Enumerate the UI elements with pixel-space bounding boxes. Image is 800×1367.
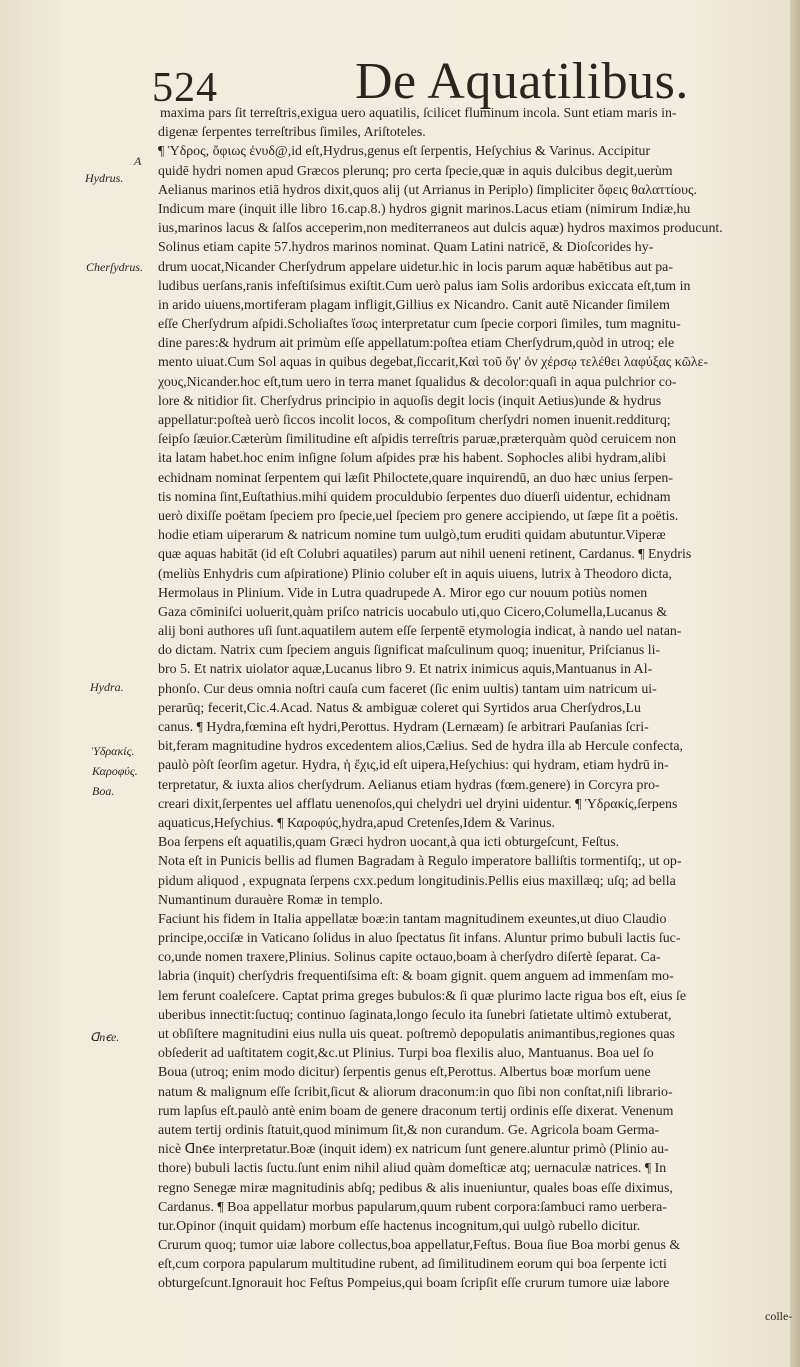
text-line: bro 5. Et natrix uiolator aquæ,Lucanus libro 9. Et natrix inimicus aquis,Mantuanus in Al- <box>158 662 653 678</box>
text-line: pidum aliquod , expugnata ſerpens cxx.pedum longitudinis.Pellis eius maxillæq; uſq; ad bella <box>158 873 676 889</box>
text-line: eſſe Cherſydrum aſpidi.Scholiaſtes ἴσως interpretatur cum ſpecie corpori ſimiles, tum magnitu- <box>158 317 681 333</box>
text-line: Aelianus marinos etiā hydros dixit,quos alij (ut Arrianus in Periplo) ſimpliciter ὄφεις θαλαττίους. <box>158 182 697 198</box>
marginal-note: ᗡnꞓe. <box>90 1030 120 1044</box>
text-line: quidē hydri nomen apud Græcos plerunq; pro certa ſpecie,quæ in aquis dulcibus degit,uerùm <box>158 163 673 179</box>
text-line: natum & malignum eſſe ſcribit,ſicut & aliorum draconum:in quo ſibi non conſtat,niſi librario- <box>158 1084 673 1100</box>
text-line: ſeipſo ſæuior.Cæterùm ſimilitudine eſt aſpidis terreſtris paruæ,præterquàm quòd ceruicem non <box>158 432 677 448</box>
text-line: Boa ſerpens eſt aquatilis,quam Græci hydron uocant,à qua icti obturgeſcunt, Feſtus. <box>158 835 620 851</box>
page-number: 524 <box>152 65 218 111</box>
text-line: tur.Opinor (inquit quidam) morbum eſſe hactenus incognitum,qui uulgò rubello dicitur. <box>158 1218 641 1234</box>
text-line: lore & nitidior ſit. Cherſydrus principio in aquoſis degit locis (inquit Aetius)unde & hydrus <box>158 393 662 409</box>
text-line: bit,feram magnitudine hydros excedentem alios,Cælius. Sed de hydra illa ab Hercule confecta, <box>158 739 683 755</box>
text-line: alij boni authores uſi ſunt.aquatilem autem eſſe ſerpentē etymologia indicat, à nando uel natan- <box>158 624 682 640</box>
text-line: do dictam. Natrix cum ſpeciem anguis ſignificat maſculinum quoq; inuenitur, Priſcianus li- <box>158 643 661 659</box>
text-line: tis nomina ſint,Euſtathius.mihi quidem proculdubio ſerpentes duo diuerſi uidentur, echidnam <box>158 489 671 505</box>
body-text <box>158 104 790 1294</box>
text-line: Crurum quoq; tumor uiæ labore collectus,boa appellatur,Feſtus. Boua ſiue Boa morbi genus & <box>158 1238 681 1254</box>
marginal-note: Ὑδρακίς. <box>92 744 135 758</box>
text-line: Cardanus. ¶ Boa appellatur morbus papularum,quum rubent corpora:ſambuci ramo uerbera- <box>158 1199 667 1215</box>
text-line: Boua (utroq; enim modo dicitur) ſerpentis genus eſt,Perottus. Albertus boæ morſum uene <box>158 1065 651 1081</box>
text-line: Numantinum durauère Romæ in templo. <box>158 892 383 908</box>
text-line: co,unde nomen traxere,Plinius. Solinus capite octauo,boam à cherſydro diſertè ſeparat. Ca- <box>158 950 661 966</box>
text-line: digenæ ſerpentes terreſtribus ſimiles, Ariſtoteles. <box>158 125 426 141</box>
text-line: dine pares:& hydrum ait primùm eſſe appellatum:poſtea etiam Cherſydrum,quòd in utroq; ele <box>158 336 675 352</box>
text-line: labria (inquit) cherſydris frequentiſsima eſt: & boam gignit. quem anguem ad immenſam mo- <box>158 969 674 985</box>
text-line: maxima pars ſit terreſtris,exigua uero aquatilis, ſcilicet fluminum incola. Sunt etiam maris in- <box>160 106 677 121</box>
text-line: ius,marinos lacus & ſalſos acceperim,non mediterraneos aut dulcis aquæ) hydros maximos producunt. <box>158 221 723 237</box>
text-line: echidnam nominat ſerpentem qui læſit Philoctete,quare inquirendū, an duo hæc unius ſerpen- <box>158 470 673 486</box>
text-line: mento uiuat.Cum Sol aquas in quibus degebat,ſiccarit,Καὶ τοῦ ὄγ' ὁν χέρσῳ τελέθει λαφύξας κῶλε- <box>158 355 709 371</box>
marginal-note: Boa. <box>92 784 115 798</box>
text-line: Faciunt his fidem in Italia appellatæ boæ:in tantam magnitudinem exeuntes,ut diuo Claudio <box>158 911 667 927</box>
text-line: principe,occiſæ in Vaticano ſolidus in aluo ſpectatus ſit infans. Aluntur primo bubuli lactis ſuc- <box>158 931 681 947</box>
text-line: quæ aquas habitāt (id eſt Colubri aquatiles) parum aut nihil ueneni retinent, Cardanus. ¶ Enydris <box>158 547 692 563</box>
text-line: uberibus innectit:ſuctuq; continuo ſaginata,longo ſeculo ita ſunebri ſatietate ultimò extuberat, <box>158 1007 672 1023</box>
text-line: obturgeſcunt.Ignorauit hoc Feſtus Pompeius,qui boam ſcripſit eſſe crurum tumore uiæ labore <box>158 1276 670 1292</box>
text-line: canus. ¶ Hydra,fœmina eſt hydri,Perottus. Hydram (Lernæam) ſe arbitrari Pauſanias ſcri- <box>158 720 649 735</box>
text-line: drum uocat,Nicander Cherſydrum appelare uidetur.hic in locis parum aquæ habētibus aut pa- <box>158 259 673 275</box>
text-line: regno Senegæ miræ magnitudinis abſq; pedibus & alis inueniuntur, quales boas eſſe diximus, <box>158 1180 673 1196</box>
text-line: obſederit ad uaſtitatem cogit,&c.ut Plinius. Turpi boa flexilis aluo, Mantuanus. Boa uel ſo <box>158 1046 654 1062</box>
text-line: Gaza cōminiſci uoluerit,quàm priſco natricis uocabulo uti,quo Cicero,Columella,Lucanus & <box>158 604 668 620</box>
text-line: autem tertij ordinis ſtatuit,quod minimum ſit,& non curandum. Ge. Agricola boam Germa- <box>158 1122 660 1138</box>
text-line: ut obſiſtere magnitudini eius nulla uis queat. poſtremò depopulatis animantibus,regiones quas <box>158 1027 675 1042</box>
marginal-note: Καροφύς. <box>92 764 138 778</box>
text-line: in arido uiuens,mortiferam plagam infligit,Gillius ex Nicandro. Canit autē Nicander ſimilem <box>158 297 670 313</box>
text-line: appellatur:poſteà uerò ſiccos incolit locos, & compoſitum cherſydri nomen inuenit.redditurq; <box>158 413 671 428</box>
marginal-note: A <box>134 154 142 168</box>
marginal-note: Cherſydrus. <box>86 260 143 274</box>
text-line: Nota eſt in Punicis bellis ad flumen Bagradam à Regulo imperatore balliſtis tormentiſq;, ut op- <box>158 854 682 870</box>
text-line: Hermolaus in Plinium. Vide in Lutra quadrupede A. Miror ego cur nouum potiùs nomen <box>158 585 648 601</box>
running-head: De Aquatilibus. <box>355 53 689 110</box>
text-line: aquaticus,Heſychius. ¶ Καροφύς,hydra,apud Cretenſes,Idem & Varinus. <box>158 815 555 831</box>
marginal-note: Hydrus. <box>85 171 124 185</box>
text-line: rum lapſus eſt.paulò antè enim boam de genere draconum tertij ordinis eſſe dixerat. Venenum <box>158 1103 674 1119</box>
text-line: (meliùs Enhydris cum aſpiratione) Plinio coluber eſt in aquis uiuens, lutrix à Theodoro dicta, <box>158 566 672 582</box>
text-line: eſt,cum corpora papularum multitudine rubent, ad ſimilitudinem eorum qui boa ſerpente icti <box>158 1257 667 1273</box>
text-line: creari dixit,ſerpentes uel afflatu uenenoſos,qui chelydri uel dryini uidentur. ¶ Ὑδρακίς,ſerpens <box>158 796 678 812</box>
marginal-note: Hydra. <box>90 680 124 694</box>
text-line: uerò dixiſſe poëtam ſpeciem pro ſpecie,uel ſpeciem pro genere accipiendo, ut ſæpe ſit a poëtis. <box>158 508 679 524</box>
text-line: Indicum mare (inquit ille libro 16.cap.8.) hydros gignit marinos.Lacus etiam (nimirum Indiæ,hu <box>158 201 691 217</box>
text-line: paulò pòſt ſeorſim agetur. Hydra, ἡ ἔχις,id eſt uipera,Heſychius: qui hydram, etiam hydrū in- <box>158 758 669 774</box>
text-line: nicè ᗡnꞓe interpretatur.Boæ (inquit idem) ex natricum ſunt genere.aluntur primò (Plinio au- <box>158 1142 669 1158</box>
text-line: χους,Nicander.hoc eſt,tum uero in terra manet ſqualidus & decolor:quaſi in aqua pulchrior co- <box>158 374 677 390</box>
text-line: phonſo. Cur deus omnia noſtri cauſa cum faceret (ſic enim uultis) tantam uim natricum ui- <box>158 681 657 697</box>
text-line: ¶ Ὑδρος, ὄφιως ἐνυδ@,id eſt,Hydrus,genus eſt ſerpentis, Heſychius & Varinus. Accipitur <box>158 144 651 160</box>
catchword: colle- <box>765 1309 793 1323</box>
text-line: ita latam habet.hoc enim inſigne ſolum aſpides præ his habent. Sophocles alibi hydram,alibi <box>158 451 667 467</box>
text-line: ludibus uerſans,ranis infeſtiſsimus exiſtit.Cum uerò palus iam Solis ardoribus exiccata eſt,tum in <box>158 278 691 294</box>
text-line: hodie etiam uiperarum & natricum nomine tum uulgò,tum eruditi quidam abutuntur.Viperæ <box>158 528 666 544</box>
text-line: lem ferunt coaleſcere. Captat prima greges bubulos:& ſi quæ plurimo lacte rigua bos eſt, eius ſe <box>158 988 687 1004</box>
text-line: terpretatur, & iuxta alios cherſydrum. Aelianus etiam hydras (fœm.genere) in Corcyra pro- <box>158 777 660 793</box>
text-line: thore) bubuli lactis ſuctu.ſunt enim nihil aliud quàm domeſticæ atq; uernaculæ natrices. ¶ In <box>158 1161 667 1177</box>
text-line: perarūq; fecerit,Cic.4.Acad. Natus & ambiguæ coleret qui Syrtidos arua Cherſydros,Lu <box>158 700 641 716</box>
text-line: Solinus etiam capite 57.hydros marinos nominat. Quam Latini natricē, & Dioſcorides hy- <box>158 240 654 256</box>
page-edge <box>790 0 800 1367</box>
